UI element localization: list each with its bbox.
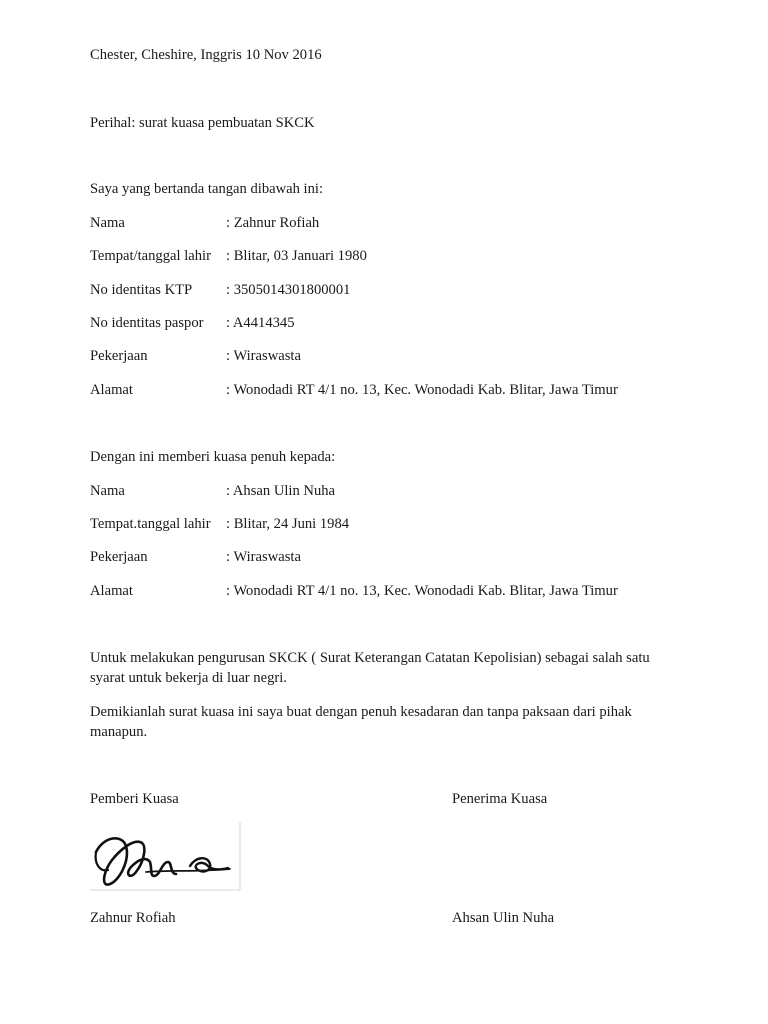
field-label: Pekerjaan — [90, 549, 148, 565]
field-value: : Wonodadi RT 4/1 no. 13, Kec. Wonodadi Kab. Blitar, Jawa Timur — [226, 382, 618, 398]
field-label: No identitas paspor — [90, 315, 204, 331]
field-label: Alamat — [90, 382, 133, 398]
field-label: Tempat.tanggal lahir — [90, 516, 211, 532]
field-value: : Blitar, 03 Januari 1980 — [226, 248, 367, 264]
field-value: : Wiraswasta — [226, 549, 301, 565]
grantor-intro: Saya yang bertanda tangan dibawah ini: — [90, 181, 324, 197]
closing-paragraph: Demikianlah surat kuasa ini saya buat dengan penuh kesadaran dan tanpa paksaan dari pihak manapun. — [90, 704, 632, 740]
field-value: : Wonodadi RT 4/1 no. 13, Kec. Wonodadi Kab. Blitar, Jawa Timur — [226, 583, 618, 599]
field-label: Nama — [90, 483, 125, 499]
grantee-intro: Dengan ini memberi kuasa penuh kepada: — [90, 449, 336, 465]
field-value: : 3505014301800001 — [226, 282, 351, 298]
field-value: : Blitar, 24 Juni 1984 — [226, 516, 350, 532]
field-label: No identitas KTP — [90, 282, 193, 298]
subject-line: Perihal: surat kuasa pembuatan SKCK — [90, 115, 315, 131]
field-label: Alamat — [90, 583, 133, 599]
field-label: Tempat/tanggal lahir — [90, 248, 211, 264]
handwritten-signature-icon — [90, 822, 242, 892]
field-label: Nama — [90, 215, 125, 231]
field-value: : Wiraswasta — [226, 348, 301, 364]
place-date: Chester, Cheshire, Inggris 10 Nov 2016 — [90, 47, 322, 63]
field-value: : Zahnur Rofiah — [226, 215, 320, 231]
grantee-title: Penerima Kuasa — [452, 791, 548, 807]
grantor-title: Pemberi Kuasa — [90, 791, 179, 807]
purpose-paragraph: Untuk melakukan pengurusan SKCK ( Surat Keterangan Catatan Kepolisian) sebagai salah satu syarat untuk bekerja di luar negri. — [90, 650, 650, 686]
field-label: Pekerjaan — [90, 348, 148, 364]
field-value: : Ahsan Ulin Nuha — [226, 483, 336, 499]
grantor-name: Zahnur Rofiah — [90, 910, 176, 926]
grantee-name: Ahsan Ulin Nuha — [452, 910, 555, 926]
field-value: : A4414345 — [226, 315, 295, 331]
